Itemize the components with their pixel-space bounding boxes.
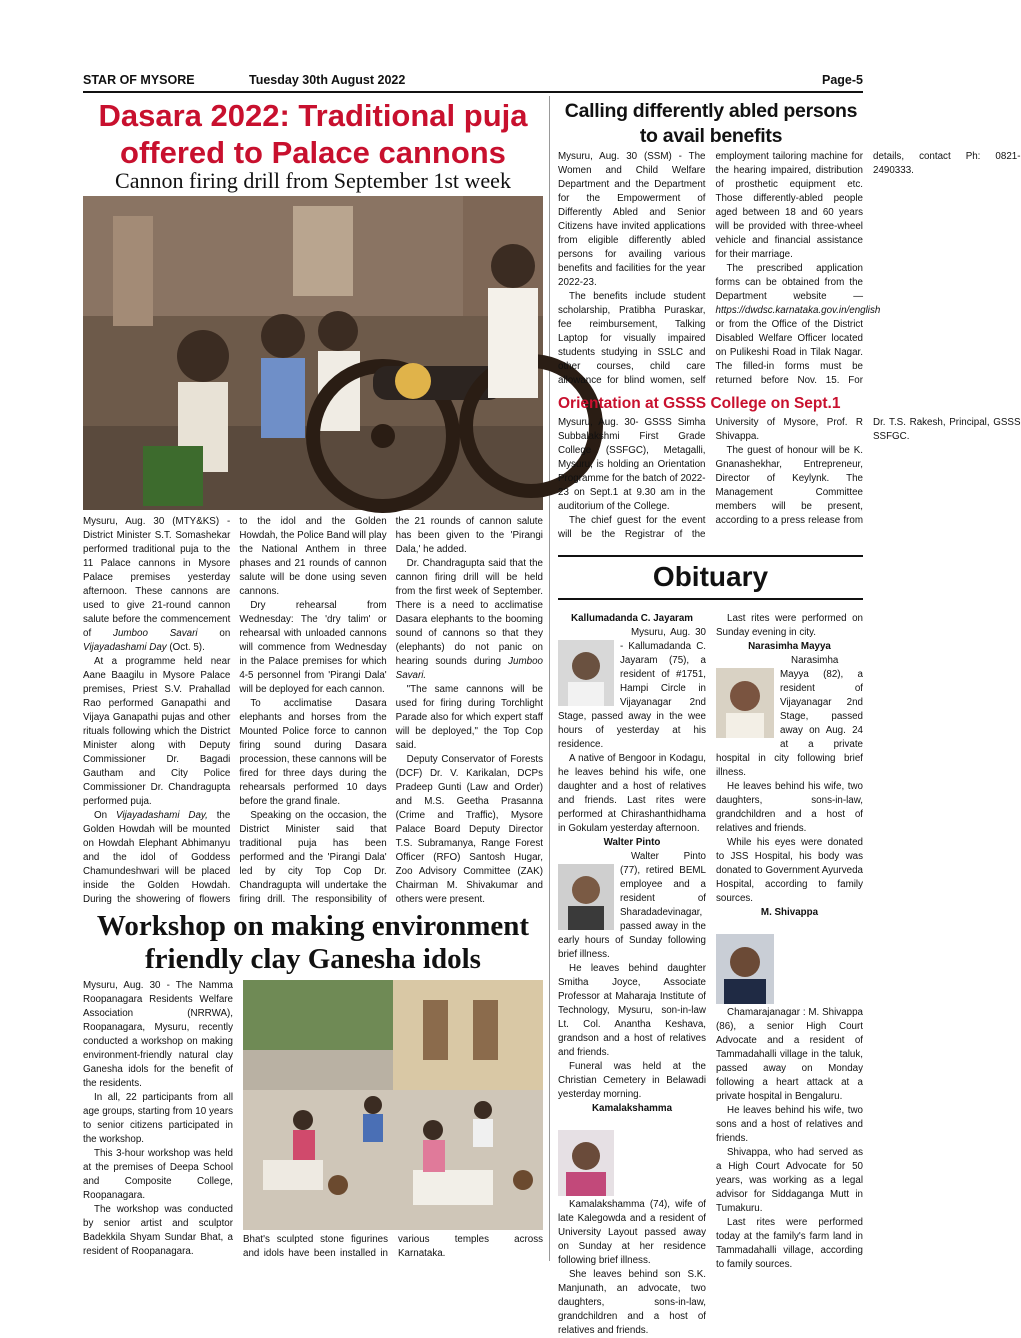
- benefits-para-2: The benefits include student scholarship, Pratibha Puraskar, fee reimbursement, Talking Laptop for visually impaired students studying in SSLC and other courses, child care allowance for blind women, self employment tailoring machine for the hearing impaired, distribution of prosthetic equipment etc. Those differently-abled people aged between 18 and 60 years will be provided with three-wheel vehicle and financial assistance for their marriage.: [558, 151, 863, 386]
- benefits-article-body: [558, 150, 1021, 388]
- workshop-headline-line1: Workshop on making environment: [96, 910, 530, 942]
- publication-name: STAR OF MYSORE: [83, 73, 195, 87]
- obit-text-jayaram: Mysuru, Aug. 30 - Kallumadanda C. Jayaram (75), a resident of #1751, Hampi Circle in Vijayanagar 2nd Stage, passed away in the wee hours of yesterday at his residence.: [558, 627, 706, 750]
- lead-para-4: Dry rehearsal from Wednesday: The 'dry talim' or rehearsal with unloaded cannons will commence from Wednesday in the Palace premises for which 4-5 personnel from 'Pirangi Dala' will be deployed for each cannon.: [239, 600, 387, 695]
- issue-date: Tuesday 30th August 2022: [249, 73, 406, 87]
- obit-text-mayya: Narasimha Mayya (82), a resident of Vijayanagar 2nd Stage, passed away on Aug. 24 at a private hospital in city following brief illness.: [716, 655, 863, 778]
- workshop-headline-line2: friendly clay Ganesha idols: [145, 943, 481, 975]
- obit-text3-kamalakshamma: Last rites were performed on Sunday evening in city.: [716, 613, 863, 638]
- workshop-para-3: This 3-hour workshop was held at the premises of Deepa School and Composite College, Roopanagara.: [83, 1148, 233, 1201]
- page-number: Page-5: [822, 73, 863, 87]
- obit-text-shivappa: Chamarajanagar : M. Shivappa (86), a senior High Court Advocate and a resident of Tammadahalli village in the taluk, passed away on Monday following a heart attack at a private hospital in Bengaluru.: [716, 920, 863, 1104]
- orientation-para-1: Mysuru, Aug. 30- GSSS Simha Subbalakshmi First Grade College (SSFGC), Metagalli, Mysuru, is holding an Orientation Programme for the batch of 2022-23 on Sept.1 at 9.30 am in the auditorium of the College.: [558, 417, 706, 512]
- lead-para-1: Mysuru, Aug. 30 (MTY&KS) - District Minister S.T. Somashekar performed traditional puja to the 11 Palace cannons in Mysore Palace premises yesterday afternoon. These cannons are used to give 21-round cannon salute before the commencement of Jumboo Savari on Vijayadashami Day (Oct. 5).: [83, 516, 231, 653]
- obit-name-pinto: Walter Pinto: [603, 837, 661, 848]
- obit-text-kamalakshamma: Kamalakshamma (74), wife of late Kalegowda and a resident of University Layout passed away on Sunday at her residence following brief illness.: [558, 1116, 706, 1268]
- obit-text3-shivappa: Shivappa, who had served as a High Court Advocate for 50 years, was working as a legal advisor for Siddaganga Mutt in Tumakuru.: [716, 1147, 863, 1214]
- lead-para-3: On Vijayadashami Day, the Golden Howdah will be mounted on Howdah Elephant Abhimanyu and the idol of Goddess Chamundeshwari will be placed inside the Golden Howdah. During the showering of flowers to the idol and the Golden Howdah, the Police Band will play the National Anthem in three phases and 21 rounds of cannon salute will be done using seven cannons.: [83, 516, 387, 905]
- workshop-caption-continuation: Bhat's sculpted stone figurines and idols have been installed in various temples across Karnataka.: [243, 1234, 543, 1259]
- lead-subhead: Cannon firing drill from September 1st week: [115, 168, 511, 193]
- lead-headline-line1: Dasara 2022: Traditional puja: [98, 98, 528, 133]
- workshop-para-4: The workshop was conducted by senior artist and sculptor Badekkila Shyam Sundar Bhat, a resident of Roopanagara.: [83, 1204, 233, 1257]
- lead-headline-line2: offered to Palace cannons: [120, 135, 506, 170]
- obit-name-shivappa: M. Shivappa: [760, 907, 819, 918]
- obit-text2-jayaram: A native of Bengoor in Kodagu, he leaves behind his wife, one daughter and a host of relatives and friends. Last rites were performed at Chirashanthidhama in Gokulam yesterday afternoon.: [558, 753, 706, 834]
- benefits-headline-line2: to avail benefits: [639, 125, 783, 147]
- obit-text3-pinto: Funeral was held at the Christian Cemetery in Belawadi yesterday morning.: [558, 1061, 706, 1100]
- obit-photo-kamalakshamma: [558, 1130, 614, 1196]
- orientation-article-body: [558, 416, 1021, 546]
- orientation-para-2: The chief guest for the event will be the Registrar of the University of Mysore, Prof. R Shivappa.: [558, 417, 863, 540]
- column-divider: [549, 96, 550, 1261]
- obit-text2-mayya: He leaves behind his wife, two daughters, sons-in-law, grandchildren and a host of relatives and friends.: [716, 781, 863, 834]
- lead-para-9: Deputy Conservator of Forests (DCF) Dr. V. Karikalan, DCPs Pradeep Gunti (Law and Order) and M.S. Geetha Prasanna (Crime and Traffic), Mysore Palace Board Deputy Director T.S. Subramanya, Range Forest Officer (RFO) Santosh Hugar, Zoo Advisory Committee (ZAK) Chairman M. Shivakumar and others were present.: [395, 754, 543, 905]
- workshop-article-body: [83, 979, 233, 1259]
- obituary-bottom-rule: [558, 598, 863, 600]
- lead-headline: [83, 97, 543, 171]
- obituary-column-1: [558, 612, 706, 1336]
- benefits-para-1: Mysuru, Aug. 30 (SSM) - The Women and Child Welfare Department and the Department for the Empowerment of Differently Abled and Senior Citizens have invited applications from eligible differently abled persons for availing various benefits and facilities for the year 2022-23.: [558, 151, 706, 288]
- lead-para-8: "The same cannons will be used for firing during Torchlight Parade also for which expert staff will be deployed," the Top Cop said.: [395, 684, 543, 751]
- obit-text2-pinto: He leaves behind daughter Smitha Joyce, Associate Professor at Maharaja Institute of Technology, Mysuru, son-in-law Lt. Col. Anantha Keshava, grandson and a host of relatives and friends.: [558, 963, 706, 1058]
- lead-para-6: Speaking on the occasion, the District Minister said that traditional puja has been performed and the 'Pirangi Dala' led by city Top Cop Dr. Chandragupta will undertake the firing drill. The responsibility of the 21 rounds of cannon salute has been given to the 'Pirangi Dala,' he added.: [239, 516, 543, 905]
- obit-text3-mayya: While his eyes were donated to JSS Hospital, his body was donated to Government Ayurveda Hospital, according to family sources.: [716, 837, 863, 904]
- lead-para-7: Dr. Chandragupta said that the cannon firing drill will be held from the first week of September. There is a need to acclimatise Dasara elephants to the booming sound of cannons so that they (elephants) do not panic on hearing sounds during Jumboo Savari.: [395, 558, 543, 681]
- orientation-para-3: The guest of honour will be K. Gnanashekhar, Entrepreneur, Director of Keylynk. The Management Committee members will be present, according to a press release from Dr. T.S. Rakesh, Principal, GSSS SSFGC.: [715, 417, 1021, 526]
- orientation-headline: Orientation at GSSS College on Sept.1: [558, 395, 841, 412]
- benefits-para-3: The prescribed application forms can be obtained from the Department website — https://dwdsc.karnataka.gov.in/english or from the Office of the District Disabled Welfare Officer located on Pulikeshi Road in Tilak Nagar. The filled-in forms must be returned before Nov. 15. For details, contact Ph: 0821-2490333.: [715, 151, 1021, 386]
- obit-photo-jayaram: [558, 640, 614, 706]
- obit-text-pinto: Walter Pinto (77), retired BEML employee and a resident of Sharadadevinagar, passed away in the early hours of Sunday following brief illness.: [558, 851, 706, 960]
- benefits-url: https://dwdsc.karnataka.gov.in/english: [715, 305, 881, 316]
- obit-name-mayya: Narasimha Mayya: [748, 641, 831, 652]
- workshop-headline: [83, 910, 543, 976]
- obit-text2-shivappa: He leaves behind his wife, two sons and a host of relatives and friends.: [716, 1105, 863, 1144]
- obituary-top-rule: [558, 555, 863, 557]
- lead-para-2: At a programme held near Aane Baagilu in Mysore Palace premises, Priest S.V. Prahallad Rao performed Ganapathi and Vijaya Ganapathi pujas and other rituals following which the District Minister along with Deputy Commissioner Dr. Bagadi Gautham and City Police Commissioner Dr. Chandragupta performed puja.: [83, 656, 231, 807]
- lead-para-5: To acclimatise Dasara elephants and horses from the Mounted Police force to cannon firing sound during Dasara procession, these cannons will be fired for three days during the rehearsals performed 10 days before the grand finale.: [239, 698, 387, 807]
- workshop-para-1: Mysuru, Aug. 30 - The Namma Roopanagara Residents Welfare Association (NRRWA), Roopanagara, Mysuru, recently conducted a workshop on making environment-friendly natural clay Ganesha idols for the benefit of the residents.: [83, 980, 233, 1089]
- obit-photo-mayya: [716, 668, 774, 738]
- masthead: [83, 73, 863, 91]
- obit-photo-pinto: [558, 864, 614, 930]
- obit-name-kamalakshamma: Kamalakshamma: [591, 1103, 673, 1114]
- clay-ganesha-workshop-photo: [243, 980, 543, 1230]
- obit-text2-kamalakshamma: She leaves behind son S.K. Manjunath, an advocate, two daughters, sons-in-law, grandchildren and a host of relatives and friends.: [558, 1269, 706, 1336]
- benefits-headline-line1: Calling differently abled persons: [564, 100, 858, 122]
- obit-photo-shivappa: [716, 934, 774, 1004]
- obit-name-jayaram: Kallumadanda C. Jayaram: [571, 613, 693, 624]
- obituary-heading: Obituary: [652, 561, 769, 592]
- cannon-puja-photo: [83, 196, 543, 510]
- workshop-para-2: In all, 22 participants from all age groups, starting from 10 years to senior citizens participated in the workshop.: [83, 1092, 233, 1145]
- cannon-puja-illustration: [83, 196, 543, 510]
- workshop-illustration: [243, 980, 543, 1230]
- obit-text4-shivappa: Last rites were performed today at the family's farm land in Tammadahalli village, according to family sources.: [716, 1217, 863, 1270]
- lead-article-body: [83, 515, 543, 908]
- obituary-column-2: [716, 612, 863, 1270]
- masthead-rule: [83, 91, 863, 93]
- benefits-headline: [556, 99, 866, 149]
